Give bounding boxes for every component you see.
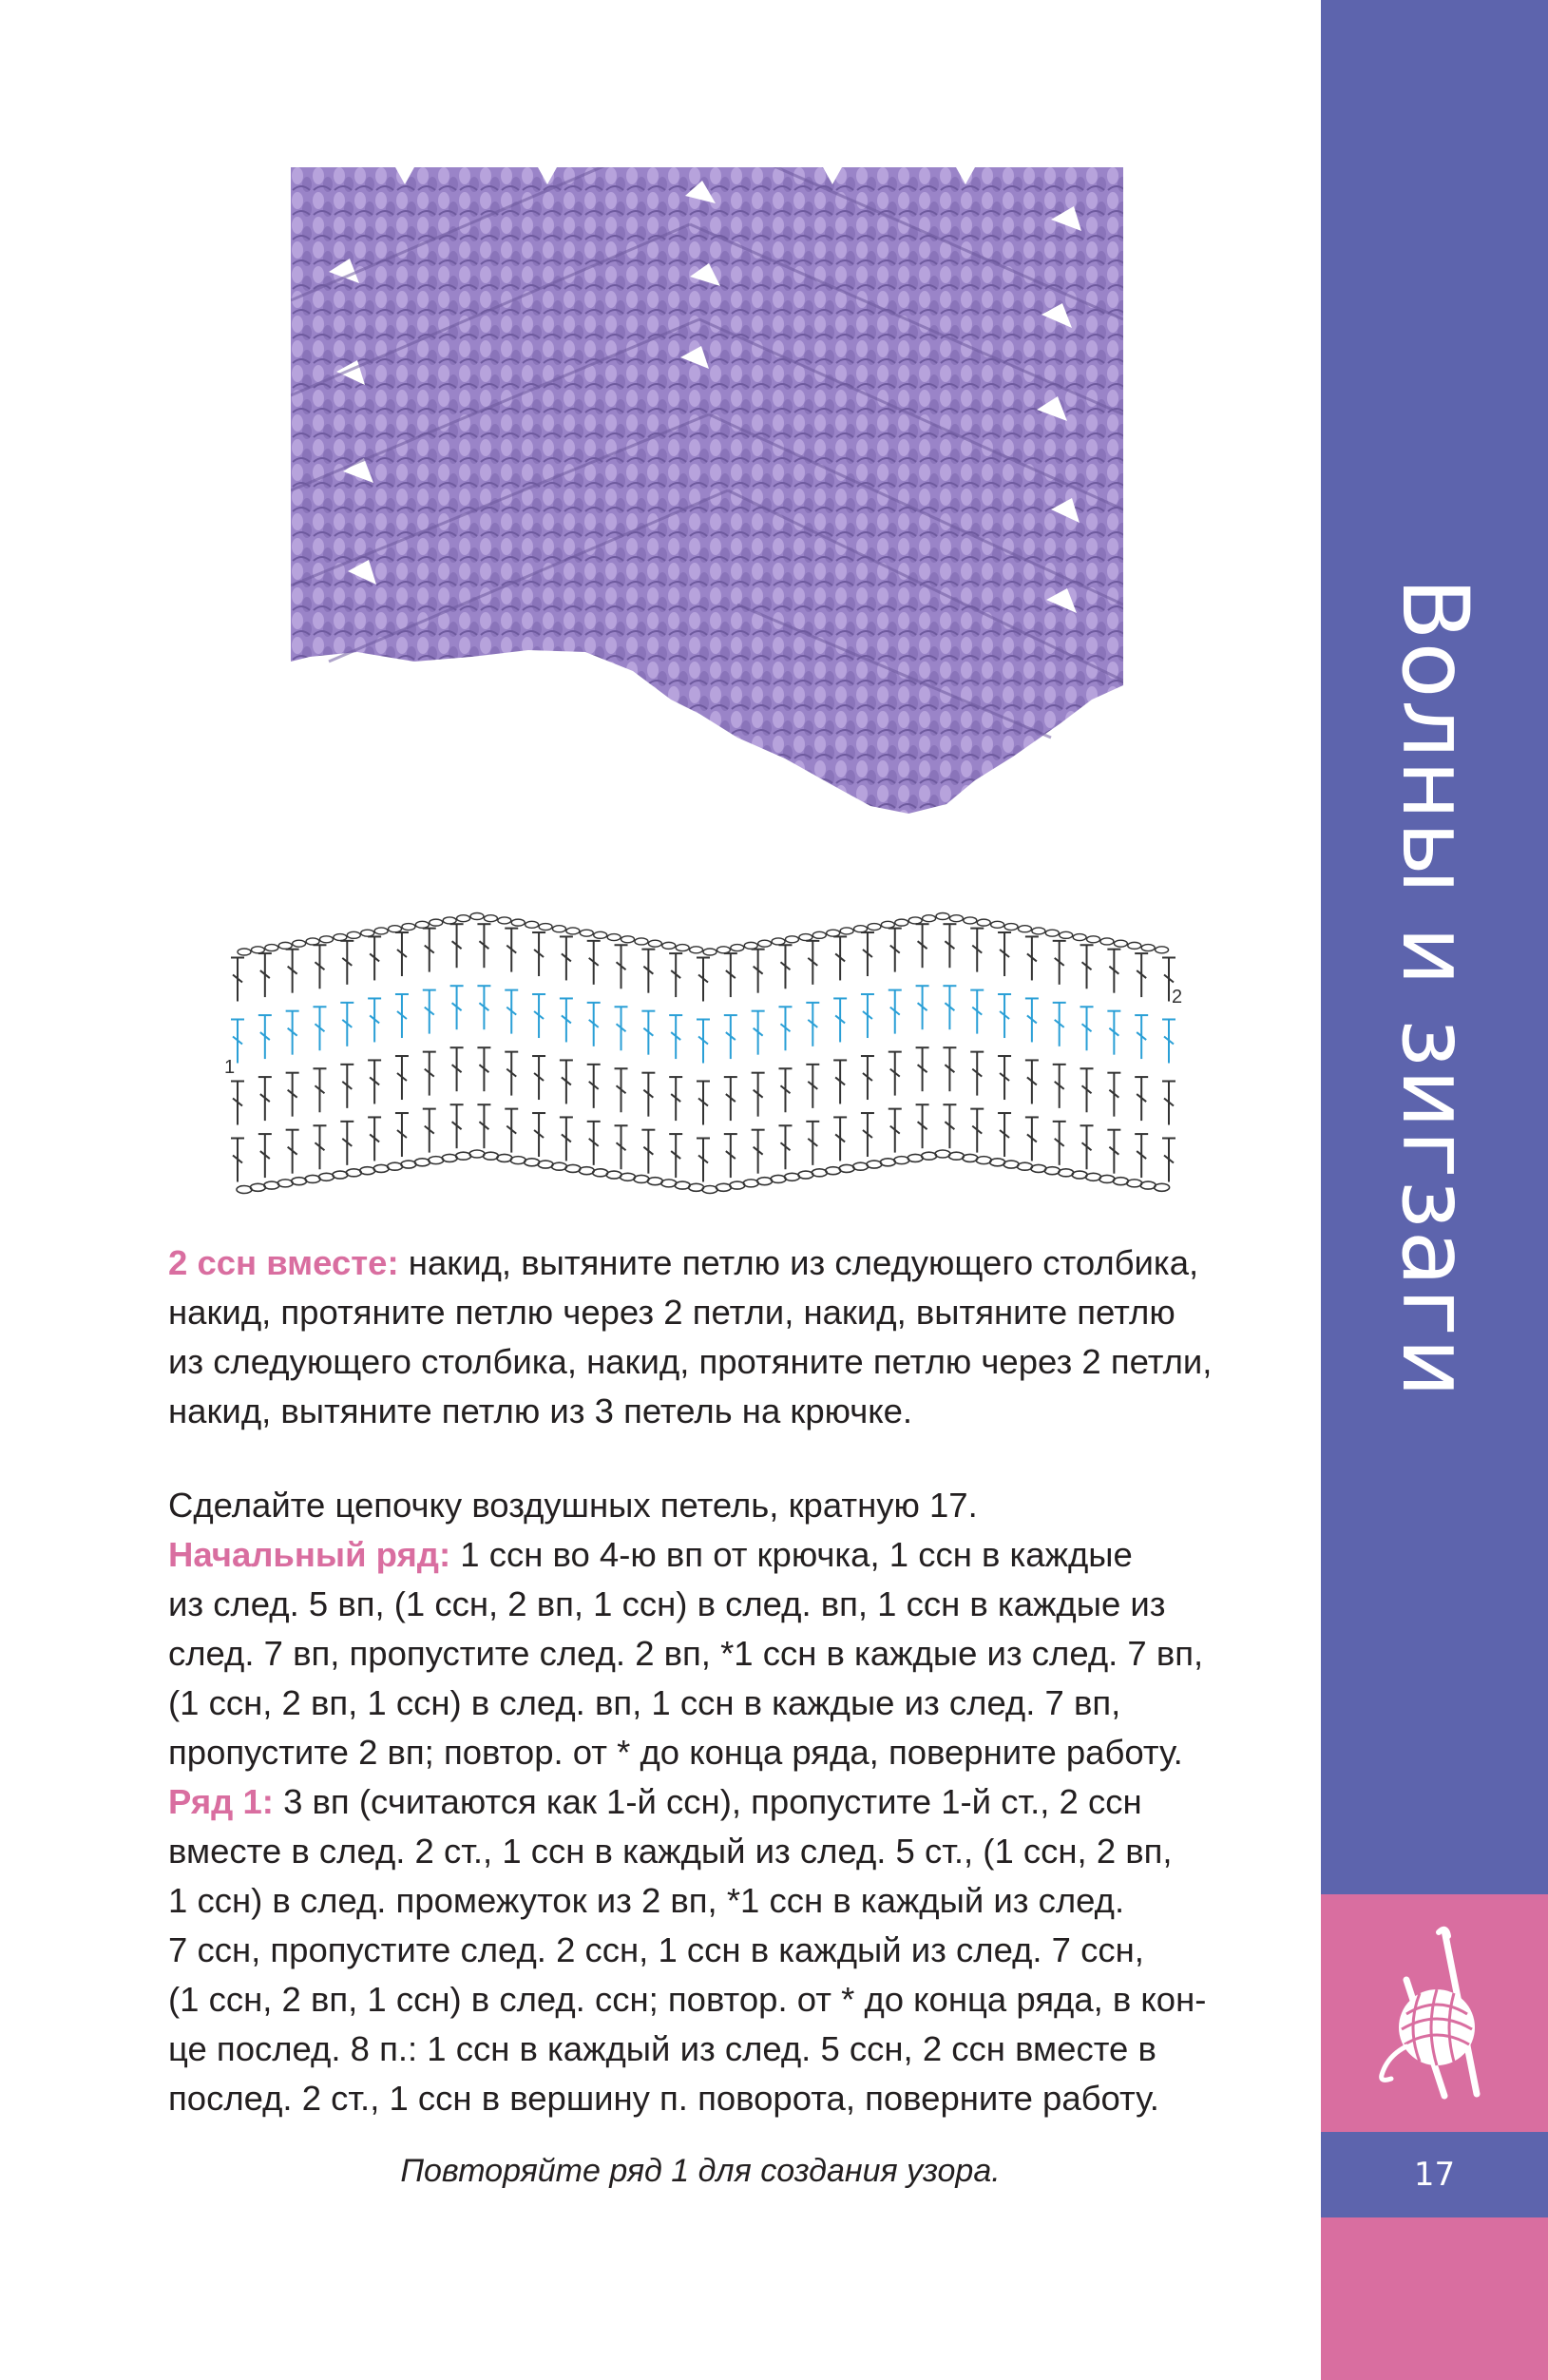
chart-stitch <box>724 1134 737 1178</box>
chart-stitch <box>970 1109 984 1153</box>
chart-stitch <box>1135 953 1148 997</box>
start-row-line-2: из след. 5 вп, (1 ссн, 2 вп, 1 ссн) в след. вп, 1 ссн в каждые из <box>168 1584 1166 1623</box>
chart-stitch <box>916 1104 929 1148</box>
chart-top-chain <box>238 913 1169 956</box>
definition-line-1 <box>168 1238 1252 1288</box>
chart-stitch <box>1162 1139 1175 1182</box>
row1-line-2: вместе в след. 2 ст., 1 ссн в каждый из след. 5 ст., (1 ссн, 2 вп, <box>168 1832 1173 1871</box>
chart-stitch <box>560 1060 573 1104</box>
crochet-zigzag-sample-photo <box>291 167 1123 814</box>
chart-stitch <box>916 1047 929 1091</box>
chart-stitch <box>752 950 765 993</box>
start-row-text: 1 ссн во 4-ю вп от крючка, 1 ссн в каждые <box>460 1535 1133 1574</box>
chart-stitch <box>833 936 847 980</box>
chart-stitch <box>1080 1068 1094 1112</box>
chart-stitch <box>1080 945 1094 988</box>
chart-stitch <box>724 1077 737 1121</box>
chart-stitch <box>943 924 956 968</box>
chart-stitch <box>806 1065 819 1108</box>
chart-stitch <box>641 1130 655 1174</box>
chart-stitch <box>641 1011 655 1055</box>
chart-stitch <box>231 1082 244 1125</box>
chart-stitch <box>505 929 518 972</box>
chart-stitch <box>697 1082 710 1125</box>
start-row-line-5: пропустите 2 вп; повтор. от * до конца ряда, поверните работу. <box>168 1733 1183 1772</box>
chart-stitch <box>423 990 436 1034</box>
chart-stitch <box>477 1047 490 1091</box>
chart-stitch <box>1135 1077 1148 1121</box>
chart-stitch <box>423 1109 436 1153</box>
chart-stitch <box>998 1113 1011 1157</box>
pattern-block <box>168 1481 1252 2123</box>
chart-stitch <box>806 941 819 985</box>
page-number: 17 <box>1413 2156 1456 2194</box>
chart-stitch <box>368 1117 381 1161</box>
chart-stitch <box>587 941 601 985</box>
chart-stitch <box>477 986 490 1029</box>
definition-line-2: накид, протяните петлю через 2 петли, накид, вытяните петлю <box>168 1293 1175 1332</box>
chart-stitch <box>778 1125 792 1169</box>
chart-stitch <box>231 958 244 1002</box>
row1-line-7: послед. 2 ст., 1 ссн в вершину п. поворота, поверните работу. <box>168 2079 1159 2118</box>
chart-stitch <box>313 1068 326 1112</box>
chart-stitch <box>505 1109 518 1153</box>
chart-stitch <box>1162 1082 1175 1125</box>
chart-stitch <box>313 1125 326 1169</box>
footer-note-text: Повторяйте ряд 1 для создания узора. <box>400 2153 1001 2189</box>
chart-stitch <box>340 941 354 985</box>
chart-stitch <box>286 1130 299 1174</box>
row-label-right: 2 <box>1172 987 1183 1008</box>
chart-stitch <box>778 1068 792 1112</box>
start-row-line-1 <box>168 1530 1252 1580</box>
definition-block <box>168 1238 1252 1436</box>
chart-stitch <box>560 1117 573 1161</box>
chart-stitch <box>313 1007 326 1050</box>
row1-line-5: (1 ссн, 2 вп, 1 ссн) в след. ссн; повтор. от * до конца ряда, в кон- <box>168 1980 1207 2019</box>
chart-stitch <box>1053 1122 1066 1165</box>
row1-line-3: 1 ссн) в след. промежуток из 2 вп, *1 ссн в каждый из след. <box>168 1881 1125 1920</box>
chart-stitch <box>395 1056 409 1100</box>
chart-stitch <box>286 950 299 993</box>
definition-term: 2 ссн вместе: <box>168 1243 399 1282</box>
chart-stitch <box>1025 1060 1039 1104</box>
chart-stitch <box>889 990 902 1034</box>
chart-stitch <box>1025 998 1039 1042</box>
chart-stitch <box>641 950 655 993</box>
sidebar-bottom-band <box>1321 2217 1548 2380</box>
chart-stitch <box>477 1104 490 1148</box>
definition-line-4: накид, вытяните петлю из 3 петель на крючке. <box>168 1392 913 1430</box>
chart-stitch <box>970 929 984 972</box>
chart-stitch <box>532 994 545 1038</box>
chart-stitch <box>1162 1020 1175 1064</box>
chart-stitch <box>669 1077 682 1121</box>
chart-stitch <box>1107 1011 1120 1055</box>
row1-line-4: 7 ссн, пропустите след. 2 ссн, 1 ссн в каждый из след. 7 ссн, <box>168 1930 1144 1969</box>
chart-stitch <box>970 990 984 1034</box>
chart-stitch <box>258 1015 272 1059</box>
chart-stitch <box>532 1113 545 1157</box>
chart-stitch <box>998 1056 1011 1100</box>
definition-line-3: из следующего столбика, накид, протяните петлю через 2 петли, <box>168 1342 1213 1381</box>
chart-stitch <box>1135 1134 1148 1178</box>
chart-stitch <box>1053 1065 1066 1108</box>
chart-stitch <box>587 1122 601 1165</box>
chart-stitch <box>833 1060 847 1104</box>
chart-stitch <box>889 929 902 972</box>
chart-stitch <box>861 994 874 1038</box>
chart-stitch <box>615 945 628 988</box>
chart-stitch <box>286 1011 299 1055</box>
chart-stitch <box>368 998 381 1042</box>
chart-stitch <box>1053 1003 1066 1046</box>
chart-stitch <box>697 1139 710 1182</box>
sidebar-icon-band <box>1321 1894 1548 2132</box>
chart-stitch <box>368 936 381 980</box>
row1-text: 3 вп (считаются как 1-й ссн), пропустите 1-й ст., 2 ссн <box>283 1782 1142 1821</box>
chart-stitch <box>1080 1007 1094 1050</box>
chapter-sidebar <box>1321 0 1548 2380</box>
chart-stitch <box>340 1122 354 1165</box>
start-row-line-3: след. 7 вп, пропустите след. 2 вп, *1 ссн в каждые из след. 7 вп, <box>168 1634 1204 1673</box>
chart-stitch <box>752 1073 765 1117</box>
pattern-intro: Сделайте цепочку воздушных петель, кратную 17. <box>168 1486 978 1525</box>
yarn-ball-hook-icon <box>1378 1923 1492 2103</box>
chart-stitch <box>833 998 847 1042</box>
chart-stitch <box>423 1052 436 1096</box>
chart-stitch <box>258 1077 272 1121</box>
chart-stitch <box>943 1047 956 1091</box>
start-row-label: Начальный ряд: <box>168 1535 451 1574</box>
chart-stitch <box>1080 1125 1094 1169</box>
chart-stitch <box>615 1068 628 1112</box>
chart-stitch <box>778 1007 792 1050</box>
chart-stitch <box>1107 1073 1120 1117</box>
chart-stitch <box>778 945 792 988</box>
definition-text: накид, вытяните петлю из следующего столбика, <box>408 1243 1199 1282</box>
chart-stitch <box>505 990 518 1034</box>
chart-stitch <box>423 929 436 972</box>
chart-stitch <box>916 924 929 968</box>
chart-stitch <box>669 1134 682 1178</box>
crochet-chart-diagram <box>219 855 1188 1217</box>
chart-stitch <box>998 932 1011 976</box>
chart-stitch <box>861 1113 874 1157</box>
chart-stitch <box>368 1060 381 1104</box>
chart-stitch <box>861 1056 874 1100</box>
chart-stitch <box>943 986 956 1029</box>
chart-stitch <box>752 1130 765 1174</box>
start-row-line-4: (1 ссн, 2 вп, 1 ссн) в след. вп, 1 ссн в каждые из след. 7 вп, <box>168 1683 1121 1722</box>
chart-stitch <box>505 1052 518 1096</box>
chart-stitch <box>1053 941 1066 985</box>
chart-stitch <box>833 1117 847 1161</box>
chart-stitch <box>889 1109 902 1153</box>
chart-stitch <box>532 1056 545 1100</box>
chart-stitch <box>532 932 545 976</box>
chart-stitch <box>943 1104 956 1148</box>
chart-stitch <box>587 1003 601 1046</box>
chart-stitch <box>258 953 272 997</box>
chart-stitch <box>258 1134 272 1178</box>
chart-stitch <box>615 1125 628 1169</box>
row1-label: Ряд 1: <box>168 1782 274 1821</box>
chapter-title: Волны и зигзаги <box>1382 577 1488 1400</box>
footer-note <box>0 2153 1548 2190</box>
chart-stitch <box>395 1113 409 1157</box>
chart-stitch <box>1107 1130 1120 1174</box>
chart-stitch <box>587 1065 601 1108</box>
chart-stitch <box>477 924 490 968</box>
chart-stitch <box>669 1015 682 1059</box>
chart-stitch <box>1107 950 1120 993</box>
row1-line-6: це послед. 8 п.: 1 ссн в каждый из след. 5 ссн, 2 ссн вместе в <box>168 2029 1156 2068</box>
chart-stitch <box>724 1015 737 1059</box>
chart-stitch <box>450 986 464 1029</box>
chart-stitch <box>450 924 464 968</box>
chart-stitch <box>615 1007 628 1050</box>
chart-stitch <box>998 994 1011 1038</box>
chart-stitch <box>395 994 409 1038</box>
chart-stitch <box>806 1122 819 1165</box>
row-label-left: 1 <box>224 1057 236 1078</box>
chart-stitch <box>861 932 874 976</box>
chart-stitch <box>395 932 409 976</box>
chart-stitch <box>286 1073 299 1117</box>
chart-stitch <box>669 953 682 997</box>
chart-stitch <box>1135 1015 1148 1059</box>
chart-stitch <box>697 1020 710 1064</box>
chart-stitch <box>340 1065 354 1108</box>
chart-stitch <box>697 958 710 1002</box>
chart-stitch <box>724 953 737 997</box>
chart-stitch <box>641 1073 655 1117</box>
chart-stitch <box>450 1047 464 1091</box>
chart-stitch <box>450 1104 464 1148</box>
chart-stitch <box>560 998 573 1042</box>
chart-stitch <box>560 936 573 980</box>
chart-stitch <box>752 1011 765 1055</box>
row1-line-1 <box>168 1777 1252 1827</box>
chart-stitch <box>889 1052 902 1096</box>
chart-stitch <box>1025 1117 1039 1161</box>
chart-stitch <box>340 1003 354 1046</box>
chart-stitch <box>806 1003 819 1046</box>
chart-stitch <box>916 986 929 1029</box>
sidebar-title-band <box>1321 0 1548 1894</box>
chart-stitch <box>970 1052 984 1096</box>
chart-stitch <box>1025 936 1039 980</box>
chart-stitch <box>231 1139 244 1182</box>
chart-stitch <box>313 945 326 988</box>
